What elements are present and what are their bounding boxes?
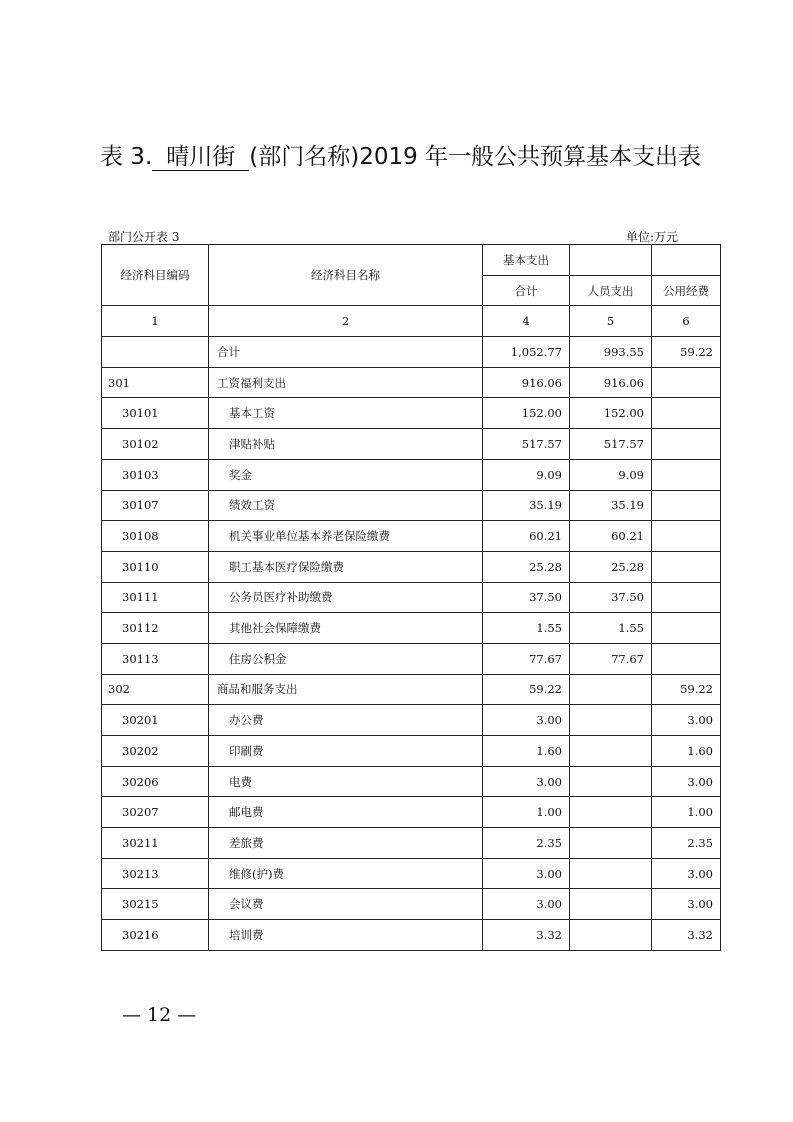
table-row	[102, 766, 721, 797]
cell-personnel: 25.28	[570, 551, 652, 582]
table-row	[102, 521, 721, 552]
cell-code: 30113	[102, 643, 209, 674]
cell-total: 9.09	[483, 459, 570, 490]
table-row	[102, 551, 721, 582]
cell-name: 公务员医疗补助缴费	[209, 582, 483, 613]
cell-public: 3.00	[652, 766, 721, 797]
table-row	[102, 613, 721, 644]
cell-public	[652, 367, 721, 398]
cell-name: 电费	[209, 766, 483, 797]
cell-personnel: 77.67	[570, 643, 652, 674]
cell-name: 工资福利支出	[209, 367, 483, 398]
table-row	[102, 889, 721, 920]
cell-public: 3.00	[652, 889, 721, 920]
table-row	[102, 797, 721, 828]
cell-personnel: 35.19	[570, 490, 652, 521]
cell-public	[652, 613, 721, 644]
header-blank	[652, 245, 721, 276]
cell-total: 1.55	[483, 613, 570, 644]
cell-total: 60.21	[483, 521, 570, 552]
cell-code: 30112	[102, 613, 209, 644]
cell-name: 奖金	[209, 459, 483, 490]
cell-public	[652, 398, 721, 429]
header-total: 合计	[483, 275, 570, 306]
cell-public	[652, 521, 721, 552]
cell-personnel: 152.00	[570, 398, 652, 429]
table-row	[102, 705, 721, 736]
cell-name: 津贴补贴	[209, 429, 483, 460]
cell-code: 301	[102, 367, 209, 398]
cell-code: 302	[102, 674, 209, 705]
cell-public: 1.60	[652, 736, 721, 767]
cell-code: 30102	[102, 429, 209, 460]
table-label: 部门公开表 3	[108, 230, 180, 244]
cell-total: 25.28	[483, 551, 570, 582]
table-row	[102, 828, 721, 859]
cell-personnel	[570, 766, 652, 797]
cell-personnel	[570, 889, 652, 920]
header-blank	[570, 245, 652, 276]
cell-personnel	[570, 858, 652, 889]
cell-total: 3.00	[483, 705, 570, 736]
cell-public	[652, 429, 721, 460]
cell-personnel: 1.55	[570, 613, 652, 644]
cell-public	[652, 459, 721, 490]
cell-name: 办公费	[209, 705, 483, 736]
cell-name: 差旅费	[209, 828, 483, 859]
cell-name: 合计	[209, 337, 483, 368]
cell-total: 152.00	[483, 398, 570, 429]
cell-total: 3.00	[483, 858, 570, 889]
cell-code: 30103	[102, 459, 209, 490]
index-code: 1	[102, 306, 209, 337]
cell-name: 基本工资	[209, 398, 483, 429]
header-name: 经济科目名称	[209, 245, 483, 306]
index-name: 2	[209, 306, 483, 337]
cell-public	[652, 643, 721, 674]
cell-code: 30206	[102, 766, 209, 797]
cell-public: 2.35	[652, 828, 721, 859]
cell-public	[652, 582, 721, 613]
cell-personnel: 37.50	[570, 582, 652, 613]
header-public: 公用经费	[652, 275, 721, 306]
cell-public: 3.00	[652, 858, 721, 889]
cell-public: 59.22	[652, 337, 721, 368]
cell-total: 37.50	[483, 582, 570, 613]
table-row	[102, 736, 721, 767]
table-row	[102, 367, 721, 398]
table-row	[102, 920, 721, 951]
cell-code: 30107	[102, 490, 209, 521]
cell-name: 邮电费	[209, 797, 483, 828]
cell-total: 916.06	[483, 367, 570, 398]
cell-total: 517.57	[483, 429, 570, 460]
page-number: — 12 —	[122, 1004, 197, 1026]
cell-code: 30207	[102, 797, 209, 828]
title-department: 晴川街	[152, 144, 249, 171]
cell-name: 维修(护)费	[209, 858, 483, 889]
cell-code: 30108	[102, 521, 209, 552]
header-basic: 基本支出	[483, 245, 570, 276]
cell-name: 印刷费	[209, 736, 483, 767]
cell-total: 3.00	[483, 766, 570, 797]
table-row	[102, 674, 721, 705]
cell-name: 职工基本医疗保险缴费	[209, 551, 483, 582]
cell-code: 30211	[102, 828, 209, 859]
page-title	[100, 138, 760, 171]
cell-name: 商品和服务支出	[209, 674, 483, 705]
index-total: 4	[483, 306, 570, 337]
header-code: 经济科目编码	[102, 245, 209, 306]
cell-name: 机关事业单位基本养老保险缴费	[209, 521, 483, 552]
header-personnel: 人员支出	[570, 275, 652, 306]
budget-table	[101, 244, 721, 951]
index-personnel: 5	[570, 306, 652, 337]
cell-total: 1.00	[483, 797, 570, 828]
cell-public	[652, 490, 721, 521]
cell-total: 3.32	[483, 920, 570, 951]
title-prefix: 表 3.	[100, 144, 153, 170]
cell-personnel	[570, 674, 652, 705]
table-row	[102, 858, 721, 889]
cell-public: 1.00	[652, 797, 721, 828]
cell-code	[102, 337, 209, 368]
cell-personnel	[570, 736, 652, 767]
table-row	[102, 490, 721, 521]
table-row	[102, 582, 721, 613]
table-row	[102, 459, 721, 490]
cell-code: 30201	[102, 705, 209, 736]
cell-personnel: 916.06	[570, 367, 652, 398]
cell-personnel	[570, 705, 652, 736]
cell-personnel	[570, 920, 652, 951]
cell-code: 30110	[102, 551, 209, 582]
cell-code: 30111	[102, 582, 209, 613]
cell-total: 1,052.77	[483, 337, 570, 368]
total-row	[102, 337, 721, 368]
cell-public	[652, 551, 721, 582]
table-row	[102, 398, 721, 429]
cell-personnel: 9.09	[570, 459, 652, 490]
cell-personnel	[570, 797, 652, 828]
cell-public: 3.00	[652, 705, 721, 736]
table-row	[102, 429, 721, 460]
cell-public: 3.32	[652, 920, 721, 951]
cell-total: 3.00	[483, 889, 570, 920]
cell-name: 住房公积金	[209, 643, 483, 674]
table-row	[102, 643, 721, 674]
cell-public: 59.22	[652, 674, 721, 705]
cell-name: 绩效工资	[209, 490, 483, 521]
index-public: 6	[652, 306, 721, 337]
cell-total: 2.35	[483, 828, 570, 859]
unit-label: 单位:万元	[626, 230, 679, 244]
cell-total: 59.22	[483, 674, 570, 705]
cell-total: 1.60	[483, 736, 570, 767]
cell-personnel: 60.21	[570, 521, 652, 552]
title-suffix: (部门名称)2019 年一般公共预算基本支出表	[249, 144, 702, 170]
cell-total: 77.67	[483, 643, 570, 674]
cell-name: 其他社会保障缴费	[209, 613, 483, 644]
cell-code: 30202	[102, 736, 209, 767]
cell-personnel: 993.55	[570, 337, 652, 368]
cell-name: 会议费	[209, 889, 483, 920]
cell-personnel: 517.57	[570, 429, 652, 460]
cell-code: 30213	[102, 858, 209, 889]
cell-total: 35.19	[483, 490, 570, 521]
cell-name: 培训费	[209, 920, 483, 951]
cell-code: 30216	[102, 920, 209, 951]
cell-code: 30215	[102, 889, 209, 920]
cell-code: 30101	[102, 398, 209, 429]
cell-personnel	[570, 828, 652, 859]
